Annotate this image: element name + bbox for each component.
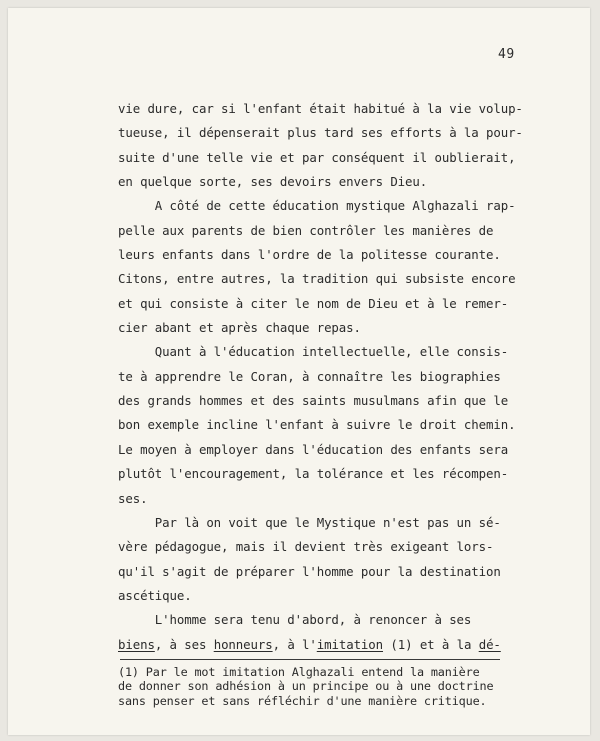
text-line: en quelque sorte, ses devoirs envers Dieu.	[118, 174, 428, 190]
typewritten-page	[8, 8, 590, 735]
text-line: Citons, entre autres, la tradition qui subsiste encore	[118, 271, 516, 287]
text-line: te à apprendre le Coran, à connaître les biographies	[118, 368, 501, 384]
text-line: bon exemple incline l'enfant à suivre le droit chemin.	[118, 417, 516, 433]
text-line: suite d'une telle vie et par conséquent il oublierait,	[118, 149, 516, 165]
body-text	[118, 97, 528, 657]
page-number: 49	[498, 47, 515, 62]
footnote-line: (1) Par le mot imitation Alghazali entend la manière	[118, 665, 480, 679]
text-line: qu'il s'agit de préparer l'homme pour la destination	[118, 563, 501, 579]
text-line: pelle aux parents de bien contrôler les manières de	[118, 222, 494, 238]
text-line: Quant à l'éducation intellectuelle, elle consis-	[118, 344, 509, 360]
text-line: Par là on voit que le Mystique n'est pas un sé-	[118, 514, 501, 530]
footnote	[118, 665, 538, 708]
text-line: des grands hommes et des saints musulmans afin que le	[118, 393, 509, 409]
text-line: Le moyen à employer dans l'éducation des enfants sera	[118, 441, 509, 457]
text-line: cier abant et après chaque repas.	[118, 320, 361, 336]
underlined-term: imitation	[316, 636, 384, 652]
footnote-line: de donner son adhésion à un principe ou à une doctrine	[118, 679, 494, 694]
text-line: et qui consiste à citer le nom de Dieu et à le remer-	[118, 295, 509, 311]
text-line: ses.	[118, 490, 148, 506]
text-line: plutôt l'encouragement, la tolérance et les récompen-	[118, 466, 509, 482]
footnote-line: sans penser et sans réfléchir d'une manière critique.	[118, 693, 487, 708]
footnote-separator	[120, 659, 500, 660]
text-line: L'homme sera tenu d'abord, à renoncer à ses	[118, 612, 472, 628]
text-line: A côté de cette éducation mystique Alghazali rap-	[118, 198, 516, 214]
text-line: ascétique.	[118, 587, 192, 603]
text-line: leurs enfants dans l'ordre de la politesse courante.	[118, 247, 501, 263]
text-fragment: , à l'	[272, 636, 317, 652]
text-line-underlined-terms	[118, 633, 528, 657]
underlined-term: biens	[118, 636, 155, 652]
text-line: tueuse, il dépenserait plus tard ses efforts à la pour-	[118, 125, 523, 141]
text-line: vie dure, car si l'enfant était habitué à la vie volup-	[118, 101, 523, 116]
text-line: vère pédagogue, mais il devient très exigeant lors-	[118, 539, 494, 555]
text-fragment: (1) et à la	[383, 636, 479, 652]
text-fragment: , à ses	[154, 636, 214, 652]
underlined-term: honneurs	[213, 636, 273, 652]
underlined-term: dé-	[478, 636, 501, 652]
